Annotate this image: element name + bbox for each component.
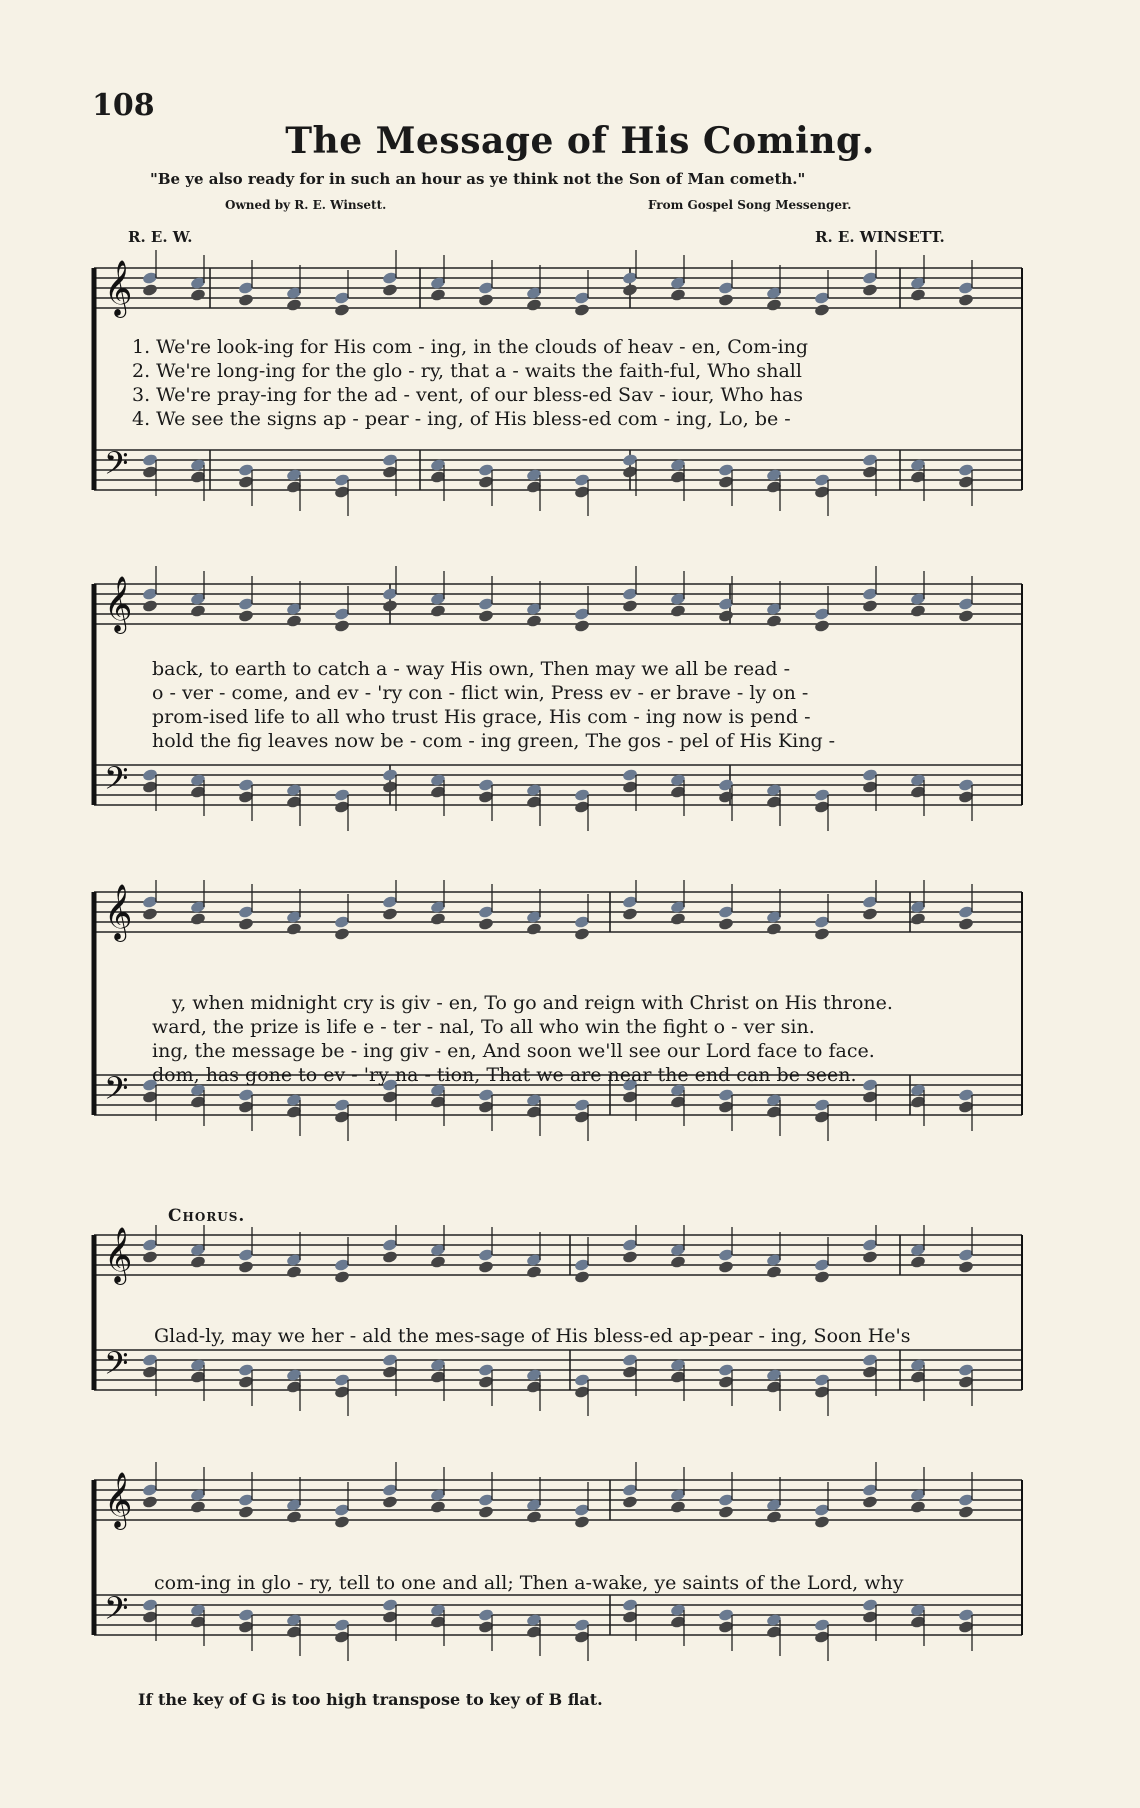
lyricist: R. E. W. xyxy=(128,228,193,246)
music-system-5 xyxy=(90,1460,1028,1680)
verse-4-line: dom, has gone to ev - 'ry na - tion, That we are near the end can be seen. xyxy=(152,1064,857,1086)
verse-3-line: ing, the message be - ing giv - en, And soon we'll see our Lord face to face. xyxy=(152,1040,875,1062)
chorus-line: com-ing in glo - ry, tell to one and all; Then a-wake, ye saints of the Lord, why xyxy=(154,1572,904,1594)
staff-graphics xyxy=(90,1460,1028,1680)
svg-text:𝄢: 𝄢 xyxy=(104,1590,129,1634)
credit-owner: Owned by R. E. Winsett. xyxy=(225,198,387,212)
svg-text:𝄞: 𝄞 xyxy=(104,576,133,632)
svg-text:𝄞: 𝄞 xyxy=(104,884,133,940)
verse-4-line: hold the fig leaves now be - com - ing green, The gos - pel of His King - xyxy=(152,730,836,752)
footnote: If the key of G is too high transpose to key of B flat. xyxy=(138,1690,603,1709)
verse-4-line: 4. We see the signs ap - pear - ing, of His bless-ed com - ing, Lo, be - xyxy=(132,408,791,430)
staff-graphics xyxy=(90,560,1028,850)
svg-text:𝄞: 𝄞 xyxy=(104,1472,133,1528)
svg-text:𝄢: 𝄢 xyxy=(104,1345,129,1389)
music-system-1 xyxy=(90,250,1028,540)
svg-text:𝄢: 𝄢 xyxy=(104,760,129,804)
svg-text:𝄢: 𝄢 xyxy=(104,1070,129,1114)
svg-text:𝄞: 𝄞 xyxy=(104,260,133,316)
svg-text:𝄢: 𝄢 xyxy=(104,445,129,489)
verse-1-line: back, to earth to catch a - way His own, Then may we all be read - xyxy=(152,658,791,680)
verse-2-line: 2. We're long-ing for the glo - ry, that a - waits the faith-ful, Who shall xyxy=(132,360,802,382)
verse-3-line: 3. We're pray-ing for the ad - vent, of our bless-ed Sav - iour, Who has xyxy=(132,384,804,406)
svg-text:𝄞: 𝄞 xyxy=(104,1227,133,1283)
music-system-4 xyxy=(90,1225,1028,1445)
credit-source: From Gospel Song Messenger. xyxy=(648,198,852,212)
page-title: The Message of His Coming. xyxy=(285,120,875,162)
verse-2-line: ward, the prize is life e - ter - nal, To all who win the fight o - ver sin. xyxy=(152,1016,815,1038)
page-number: 108 xyxy=(92,88,155,123)
verse-1-line: y, when midnight cry is giv - en, To go and reign with Christ on His throne. xyxy=(172,992,893,1014)
music-system-2 xyxy=(90,560,1028,850)
verse-1-line: 1. We're look-ing for His com - ing, in the clouds of heav - en, Com-ing xyxy=(132,336,809,358)
verse-2-line: o - ver - come, and ev - 'ry con - flict win, Press ev - er brave - ly on - xyxy=(152,682,809,704)
music-system-3 xyxy=(90,880,1028,1170)
epigraph: "Be ye also ready for in such an hour as ye think not the Son of Man cometh." xyxy=(150,170,806,188)
chorus-line: Glad-ly, may we her - ald the mes-sage of His bless-ed ap-pear - ing, Soon He's xyxy=(154,1325,911,1347)
verse-3-line: prom-ised life to all who trust His grace, His com - ing now is pend - xyxy=(152,706,811,728)
chorus-label: Chorus. xyxy=(168,1206,246,1226)
composer: R. E. WINSETT. xyxy=(815,228,945,246)
